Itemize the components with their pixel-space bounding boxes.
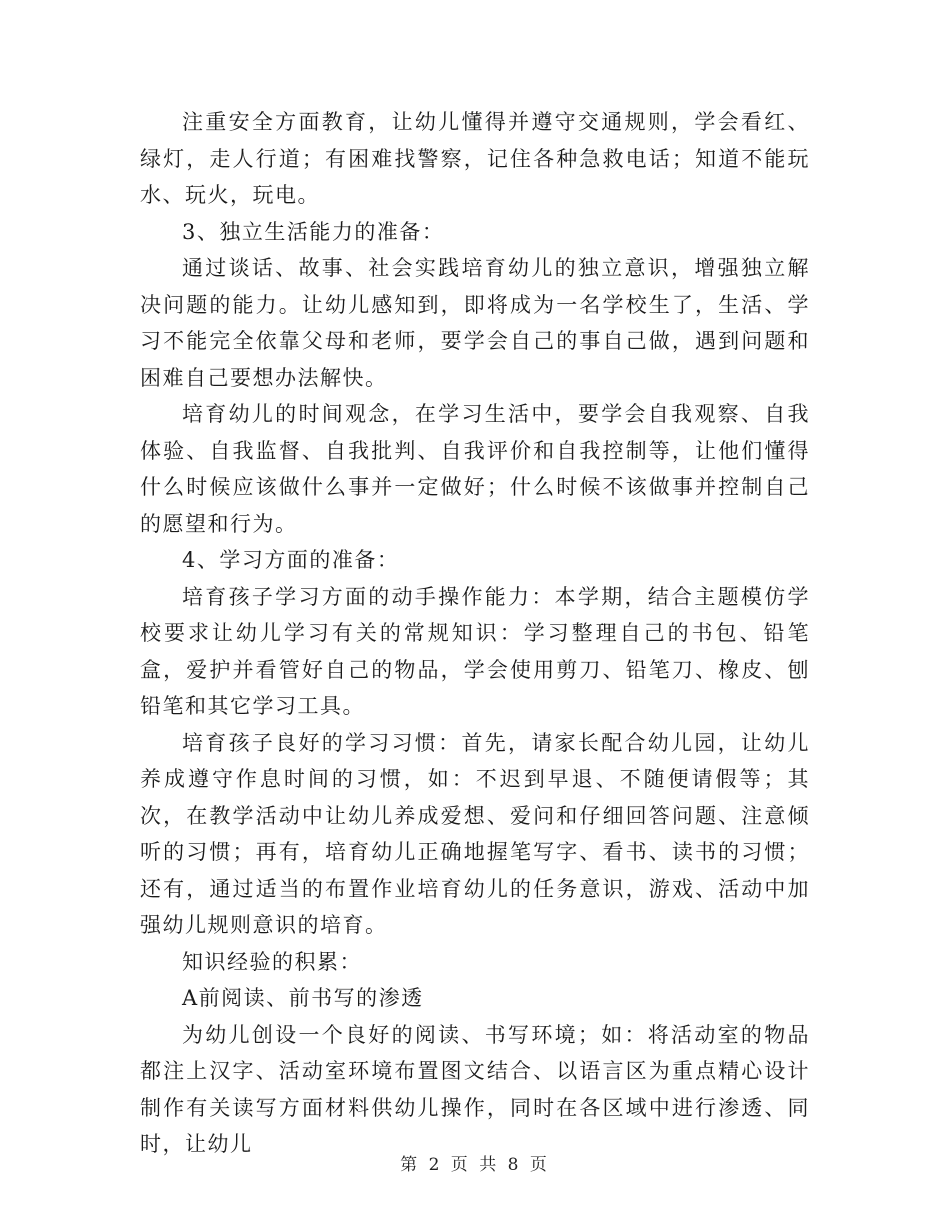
heading-learning-preparation: 4、学习方面的准备： <box>182 548 400 572</box>
paragraph-safety-education: 注重安全方面教育，让幼儿懂得并遵守交通规则，学会看红、绿灯，走人行道；有困难找警察，记住各种急救电话；知道不能玩水、玩火，玩电。 <box>140 110 810 207</box>
paragraph-hands-on-skills: 培育孩子学习方面的动手操作能力：本学期，结合主题模仿学校要求让幼儿学习有关的常规知识：学习整理自己的书包、铅笔盒，爱护并看管好自己的物品，学会使用剪刀、铅笔刀、橡皮、刨铅笔和其它学习工具。 <box>140 584 810 718</box>
paragraph-reading-environment: 为幼儿创设一个良好的阅读、书写环境；如：将活动室的物品都注上汉字、活动室环境布置图文结合、以语言区为重点精心设计制作有关读写方面材料供幼儿操作，同时在各区域中进行渗透、同时，让幼儿 <box>140 1022 810 1156</box>
heading-pre-reading-writing: A前阅读、前书写的渗透 <box>182 986 424 1010</box>
page-number-footer: 第 2 页 共 8 页 <box>400 1155 550 1175</box>
paragraph-time-concept: 培育幼儿的时间观念，在学习生活中，要学会自我观察、自我体验、自我监督、自我批判、自我评价和自我控制等，让他们懂得什么时候应该做什么事并一定做好；什么时候不该做事并控制自己的愿望和行为。 <box>140 402 810 536</box>
document-body <box>140 104 810 1163</box>
paragraph-study-habits: 培育孩子良好的学习习惯：首先，请家长配合幼儿园，让幼儿养成遵守作息时间的习惯，如：不迟到早退、不随便请假等；其次，在教学活动中让幼儿养成爱想、爱问和仔细回答问题、注意倾听的习惯；再有，培育幼儿正确地握笔写字、看书、读书的习惯；还有，通过适当的布置作业培育幼儿的任务意识，游戏、活动中加强幼儿规则意识的培育。 <box>140 730 810 937</box>
heading-independent-living: 3、独立生活能力的准备： <box>182 219 445 244</box>
paragraph-independence: 通过谈话、故事、社会实践培育幼儿的独立意识，增强独立解决问题的能力。让幼儿感知到，即将成为一名学校生了，生活、学习不能完全依靠父母和老师，要学会自己的事自己做，遇到问题和困难自己要想办法解快。 <box>140 256 810 390</box>
heading-knowledge-accumulation: 知识经验的积累： <box>182 949 362 974</box>
